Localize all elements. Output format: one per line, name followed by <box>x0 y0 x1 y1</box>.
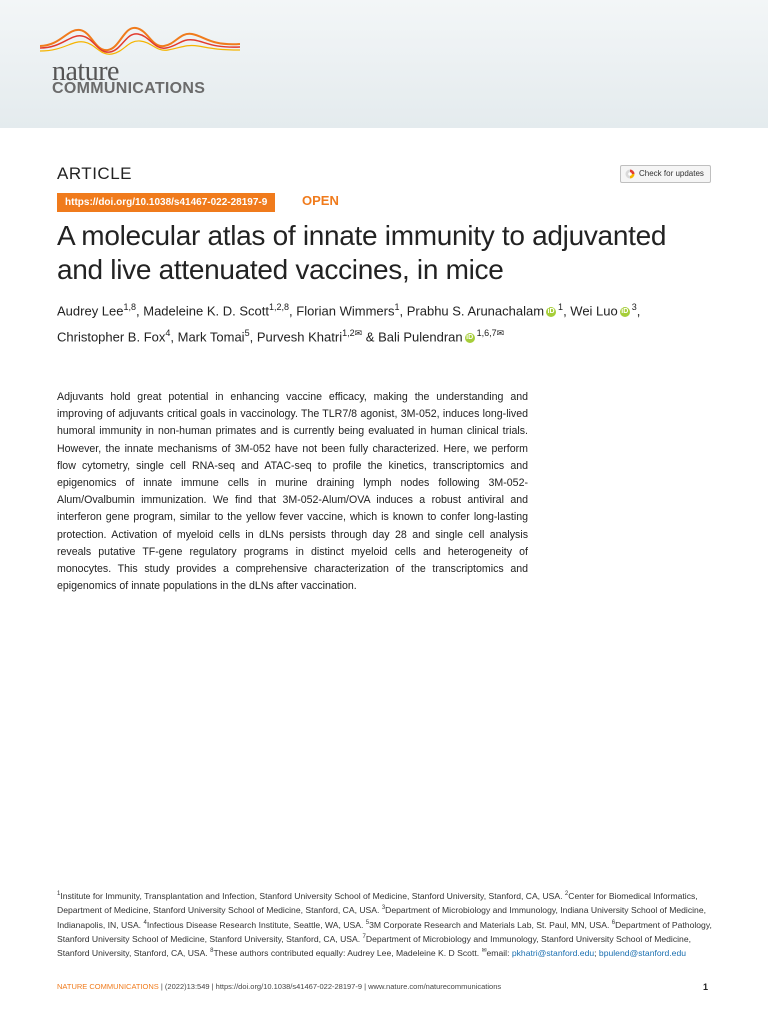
affiliation-number: 2 <box>564 891 569 897</box>
orcid-icon[interactable]: iD <box>547 307 555 315</box>
footer-journal-name: NATURE COMMUNICATIONS <box>57 982 159 991</box>
author-affiliation-mark: 1,2,8 <box>268 302 290 312</box>
author-affiliation-mark: 1,6,7✉ <box>476 328 505 339</box>
affiliation-number: 5 <box>365 919 370 926</box>
author-affiliation-mark: 5 <box>244 328 250 339</box>
crossmark-icon <box>625 169 635 179</box>
email-separator: ; <box>594 948 599 959</box>
open-access-label: OPEN <box>302 193 339 208</box>
orcid-icon[interactable]: iD <box>466 334 474 342</box>
author-list <box>57 296 717 349</box>
page-number: 1 <box>703 982 709 992</box>
author-separator: , <box>289 303 297 319</box>
author-affiliation-mark: 1 <box>394 302 400 312</box>
page-footer <box>57 982 712 991</box>
affiliation-number: 6 <box>611 919 616 926</box>
email-link[interactable]: pkhatri@stanford.edu <box>511 948 595 959</box>
email-icon: ✉ <box>481 948 487 955</box>
author-separator: , <box>399 303 407 319</box>
author-name[interactable]: Bali Pulendran <box>378 329 463 345</box>
logo-communications-text: COMMUNICATIONS <box>52 80 206 97</box>
author-affiliation-mark: 4 <box>165 328 171 339</box>
footer-citation: | (2022)13:549 | https://doi.org/10.1038/s41467-022-28197-9 | www.nature.com/naturecommunications <box>158 982 502 991</box>
email-label: email: <box>486 948 512 959</box>
affiliation-text: 3M Corporate Research and Materials Lab, St. Paul, MN, USA. <box>369 919 612 930</box>
abstract: Adjuvants hold great potential in enhancing vaccine efficacy, making the understanding and improving of adjuvants critical goals in vaccinology. The TLR7/8 agonist, 3M-052, induces long-lived humoral immunity in non-human primates and is currently being evaluated in human clinical trials. However, the innate mechanisms of 3M-052 have not been fully characterized. Here, we perform flow cytometry, single cell RNA-seq and ATAC-seq to profile the kinetics, transcriptomics and epigenomics of innate immune cells in murine draining lymph nodes following 3M-052-Alum/Ovalbumin immunization. We find that 3M-052-Alum/OVA induces a robust antiviral and interferon gene program, similar to the yellow fever vaccine, which is known to confer long-lasting protection. Activation of myeloid cells in dLNs persists through day 28 and single cell analysis reveals putative TF-gene regulatory programs in distinct myeloid cells and heterogeneity of monocytes. This study provides a comprehensive characterization of the transcriptomics and epigenomics of innate populations in the dLNs after vaccination. <box>57 391 528 593</box>
author-name[interactable]: Madeleine K. D. Scott <box>143 303 269 319</box>
affiliation-text: Department of Microbiology and Immunology, Indiana University School of Medicine, Indianapolis, IN, USA. <box>57 905 706 930</box>
doi-link[interactable]: https://doi.org/10.1038/s41467-022-28197-9 <box>57 193 275 212</box>
logo-nature-text: nature <box>52 56 119 87</box>
author-separator: , <box>563 303 571 319</box>
author-separator: , <box>636 303 641 319</box>
affiliation-number: 7 <box>362 934 366 941</box>
author-separator: , <box>249 329 257 345</box>
affiliation-number: 4 <box>143 919 147 926</box>
author-name[interactable]: Mark Tomai <box>177 329 245 345</box>
affiliations <box>57 888 715 960</box>
author-name[interactable]: Audrey Lee <box>57 303 124 319</box>
author-name[interactable]: Christopher B. Fox <box>57 329 166 345</box>
journal-logo[interactable] <box>40 18 240 108</box>
affiliation-text: Center for Biomedical Informatics, Department of Medicine, Stanford University School of Medicine, Stanford, CA, USA. <box>57 890 698 916</box>
affiliation-number: 3 <box>381 905 386 912</box>
author-separator: , <box>170 329 178 345</box>
orcid-icon[interactable]: iD <box>621 307 629 315</box>
author-affiliation-mark: 3 <box>631 302 637 312</box>
affiliation-text: These authors contributed equally: Audrey Lee, Madeleine K. D Scott. <box>213 948 482 959</box>
affiliation-number: 8 <box>210 948 214 955</box>
check-for-updates-label: Check for updates <box>639 169 704 178</box>
author-separator: & <box>362 329 379 345</box>
affiliation-text: Department of Pathology, Stanford University School of Medicine, Stanford University, Stanford, CA, USA. <box>57 919 712 944</box>
author-name[interactable]: Wei Luo <box>570 303 618 319</box>
author-affiliation-mark: 1,8 <box>123 302 137 312</box>
author-separator: , <box>136 303 144 319</box>
article-title: A molecular atlas of innate immunity to adjuvanted and live attenuated vaccines, in mice <box>57 220 667 285</box>
author-name[interactable]: Florian Wimmers <box>296 303 395 319</box>
email-link[interactable]: bpulend@stanford.edu <box>598 948 687 959</box>
author-affiliation-mark: 1 <box>558 302 564 312</box>
affiliation-text: Institute for Immunity, Transplantation and Infection, Stanford University School of Medicine, Stanford University, Stanford, CA, USA. <box>60 890 565 901</box>
journal-header <box>0 0 768 128</box>
author-affiliation-mark: 1,2✉ <box>342 328 363 339</box>
affiliation-text: Department of Microbiology and Immunology, Stanford University School of Medicine, Stanford University, Stanford, CA, USA. <box>57 933 691 959</box>
check-for-updates-button[interactable] <box>620 165 711 183</box>
affiliation-text: Infectious Disease Research Institute, Seattle, WA, USA. <box>146 919 366 930</box>
affiliation-number: 1 <box>57 891 61 897</box>
author-name[interactable]: Prabhu S. Arunachalam <box>406 303 545 319</box>
author-name[interactable]: Purvesh Khatri <box>256 329 343 345</box>
article-type-label: ARTICLE <box>57 164 132 183</box>
